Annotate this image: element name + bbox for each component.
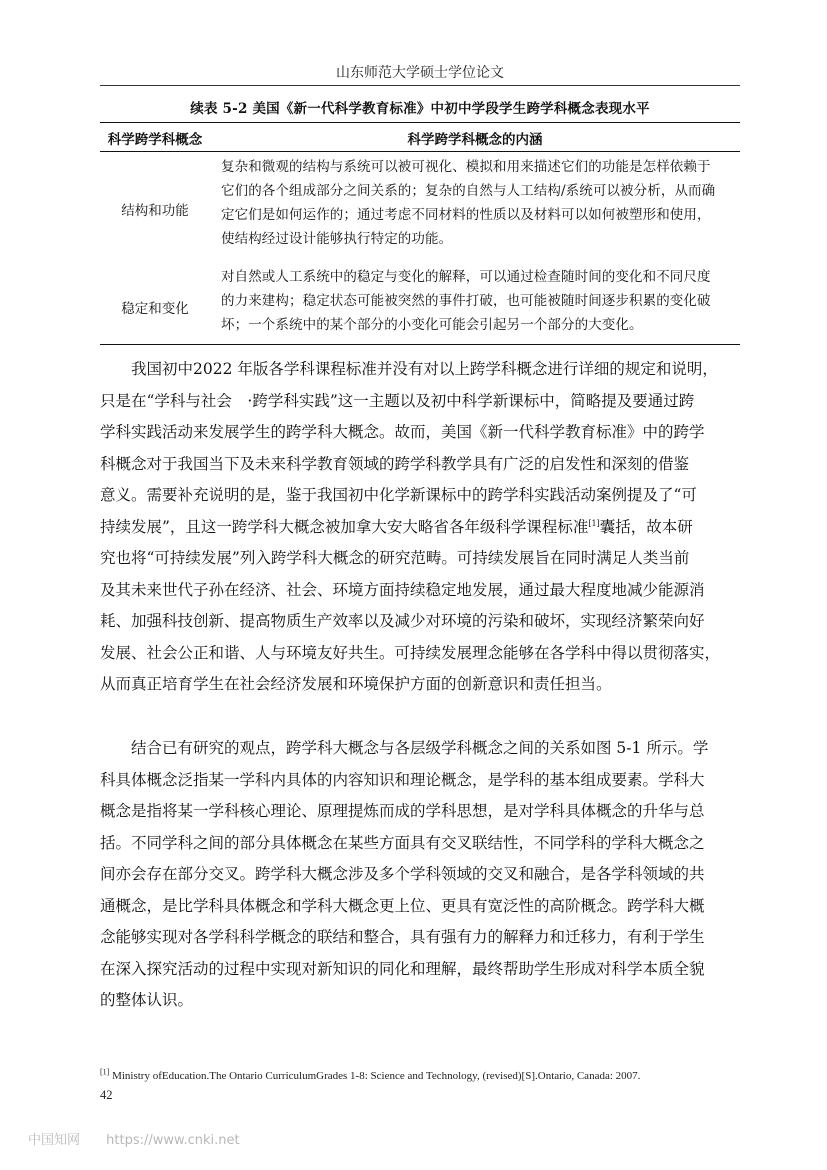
paragraph-line: 科具体概念泛指某一学科内具体的内容知识和理论概念，是学科的基本组成要素。学科大 xyxy=(100,770,705,789)
cnki-watermark xyxy=(28,1129,240,1148)
paragraph-text: 持续发展”，且这一跨学科大概念被加拿大安大略省各年级科学课程标准 xyxy=(100,517,589,536)
paragraph-line: 意义。需要补充说明的是，鉴于我国初中化学新课标中的跨学科实践活动案例提及了“可 xyxy=(100,486,697,504)
body-paragraph-1 xyxy=(100,354,740,701)
footnote xyxy=(100,1067,740,1082)
table-row-line: 的力来建构；稳定状态可能被突然的事件打破，也可能被随时间逐步积累的变化破 xyxy=(221,293,711,309)
paragraph-line: 究也将“可持续发展”列入跨学科大概念的研究范畴。可持续发展旨在同时满足人类当前 xyxy=(100,549,690,567)
table-row-line: 使结构经过设计能够执行特定的功能。 xyxy=(221,231,453,247)
table-row-line: 它们的各个组成部分之间关系的；复杂的自然与人工结构/系统可以被分析，从而确 xyxy=(221,183,716,199)
paragraph-line-with-citation xyxy=(100,512,740,544)
paragraph-line: 括。不同学科之间的部分具体概念在某些方面具有交叉联结性，不同学科的学科大概念之 xyxy=(100,833,705,852)
cnki-logo: 中国知网 xyxy=(28,1133,81,1148)
table-row-label: 稳定和变化 xyxy=(121,301,189,317)
paragraph-line: 的整体认识。 xyxy=(100,991,194,1009)
table-header-meaning: 科学跨学科概念的内涵 xyxy=(407,132,543,148)
body-paragraph-2 xyxy=(100,733,740,1017)
table-row-line: 复杂和微观的结构与系统可以被可视化、模拟和用来描述它们的功能是怎样依赖于 xyxy=(221,159,711,175)
paragraph-line: 只是在“学科与社会 ·跨学科实践”这一主题以及初中科学新课标中，简略提及要通过跨 xyxy=(100,391,695,410)
table-caption: 续表 5-2 美国《新一代科学教育标准》中初中学段学生跨学科概念表现水平 xyxy=(190,101,650,117)
header-rule xyxy=(100,85,740,86)
paragraph-line: 从而真正培育学生在社会经济发展和环境保护方面的创新意识和责任担当。 xyxy=(100,675,612,693)
paragraph-line: 发展、社会公正和谐、人与环境友好共生。可持续发展理念能够在各学科中得以贯彻落实， xyxy=(100,643,721,662)
table-header-concept: 科学跨学科概念 xyxy=(107,132,203,148)
paragraph-line: 在深入探究活动的过程中实现对新知识的同化和理解，最终帮助学生形成对科学本质全貌 xyxy=(100,959,705,978)
paragraph-line: 科概念对于我国当下及未来科学教育领域的跨学科教学具有广泛的启发性和深刻的借鉴 xyxy=(100,454,690,473)
paragraph-line: 结合已有研究的观点，跨学科大概念与各层级学科概念之间的关系如图 5-1 所示。学 xyxy=(100,739,709,757)
paragraph-line: 念能够实现对各学科科学概念的联结和整合，具有强有力的解释力和迁移力，有利于学生 xyxy=(100,928,705,946)
table-row-line: 定它们是如何运作的；通过考虑不同材料的性质以及材料可以如何被塑形和使用， xyxy=(221,207,711,223)
running-header: 山东师范大学硕士学位论文 xyxy=(336,65,504,81)
paragraph-line: 耗、加强科技创新、提高物质生产效率以及减少对环境的污染和破坏，实现经济繁荣向好 xyxy=(100,612,705,630)
paragraph-text: 囊括，故本研 xyxy=(599,517,693,536)
paragraph-line: 及其未来世代子孙在经济、社会、环境方面持续稳定地发展，通过最大程度地减少能源消 xyxy=(100,580,705,599)
table-bottom-rule xyxy=(100,344,740,345)
page-number: 42 xyxy=(100,1088,113,1102)
table-row-line: 坏；一个系统中的某个部分的小变化可能会引起另一个部分的大变化。 xyxy=(221,317,643,333)
paragraph-line: 概念是指将某一学科核心理论、原理提炼而成的学科思想，是对学科具体概念的升华与总 xyxy=(100,802,705,820)
table-row-label: 结构和功能 xyxy=(121,203,189,219)
paragraph-line: 通概念，是比学科具体概念和学科大概念更上位、更具有宽泛性的高阶概念。跨学科大概 xyxy=(100,896,705,915)
table-row-text xyxy=(221,265,741,337)
cnki-url[interactable]: https://www.cnki.net xyxy=(106,1133,240,1148)
paragraph-line: 学科实践活动来发展学生的跨学科大概念。故而，美国《新一代科学教育标准》中的跨学 xyxy=(100,423,705,441)
paragraph-line: 间亦会存在部分交叉。跨学科大概念涉及多个学科领域的交叉和融合，是各学科领域的共 xyxy=(100,865,705,883)
citation-marker[interactable]: [1] xyxy=(588,518,600,528)
table-top-rule xyxy=(100,122,740,123)
footnote-marker: [1] xyxy=(100,1067,110,1077)
table-row-line: 对自然或人工系统中的稳定与变化的解释，可以通过检查随时间的变化和不同尺度 xyxy=(221,269,711,285)
footnote-text: Ministry ofEducation.The Ontario CurriculumGrades 1-8: Science and Technology, (revised)[S].Ontario, Canada: 2007. xyxy=(109,1070,641,1082)
paragraph-line: 我国初中2022 年版各学科课程标准并没有对以上跨学科概念进行详细的规定和说明， xyxy=(100,360,718,378)
table-row-text xyxy=(221,155,741,251)
table-header-rule xyxy=(100,151,740,152)
